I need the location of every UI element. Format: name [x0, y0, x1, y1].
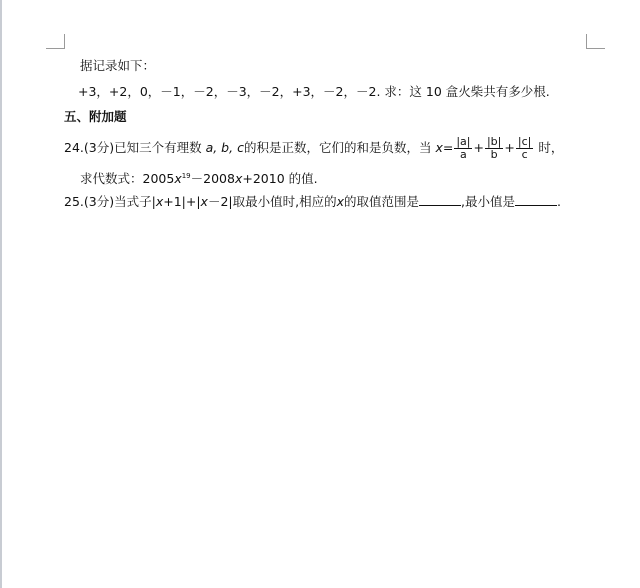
fraction-a: $\frac{|a|}{a}$	[456, 135, 471, 161]
record-intro-line: 据记录如下：	[80, 58, 156, 73]
fraction-c: $\frac{|c|}{c}$	[517, 135, 532, 161]
margin-corner-top-left	[46, 34, 65, 49]
section-heading: 五、附加题	[64, 109, 127, 124]
answer-blank-min	[515, 193, 557, 206]
fraction-b: $\frac{|b|}{b}$	[486, 135, 502, 161]
question-24-line-2: 求代数式：$2005x^{19}-2008x+2010$ 的值.	[80, 171, 318, 187]
answer-blank-range	[419, 193, 461, 206]
question-25-line: 25.(3分)当式子|x+1|+|x－2|取最小值时,相应的x的取值范围是 ,最小值是 .	[64, 194, 561, 209]
page-left-border	[0, 0, 2, 588]
record-values-line: +3，+2，0，－1，－2，－3，－2，+3，－2，－2. 求：这 10 盒火柴共有多少根.	[78, 84, 550, 99]
margin-corner-top-right	[586, 34, 605, 49]
question-24-line-1: 24.(3分)已知三个有理数 a, b, c的积是正数，它们的和是负数，当 x= $\frac{|a|}{a}$ + $\frac{|b|}{b}$ + $\frac{|c|}{c}$ 时，	[64, 135, 564, 161]
